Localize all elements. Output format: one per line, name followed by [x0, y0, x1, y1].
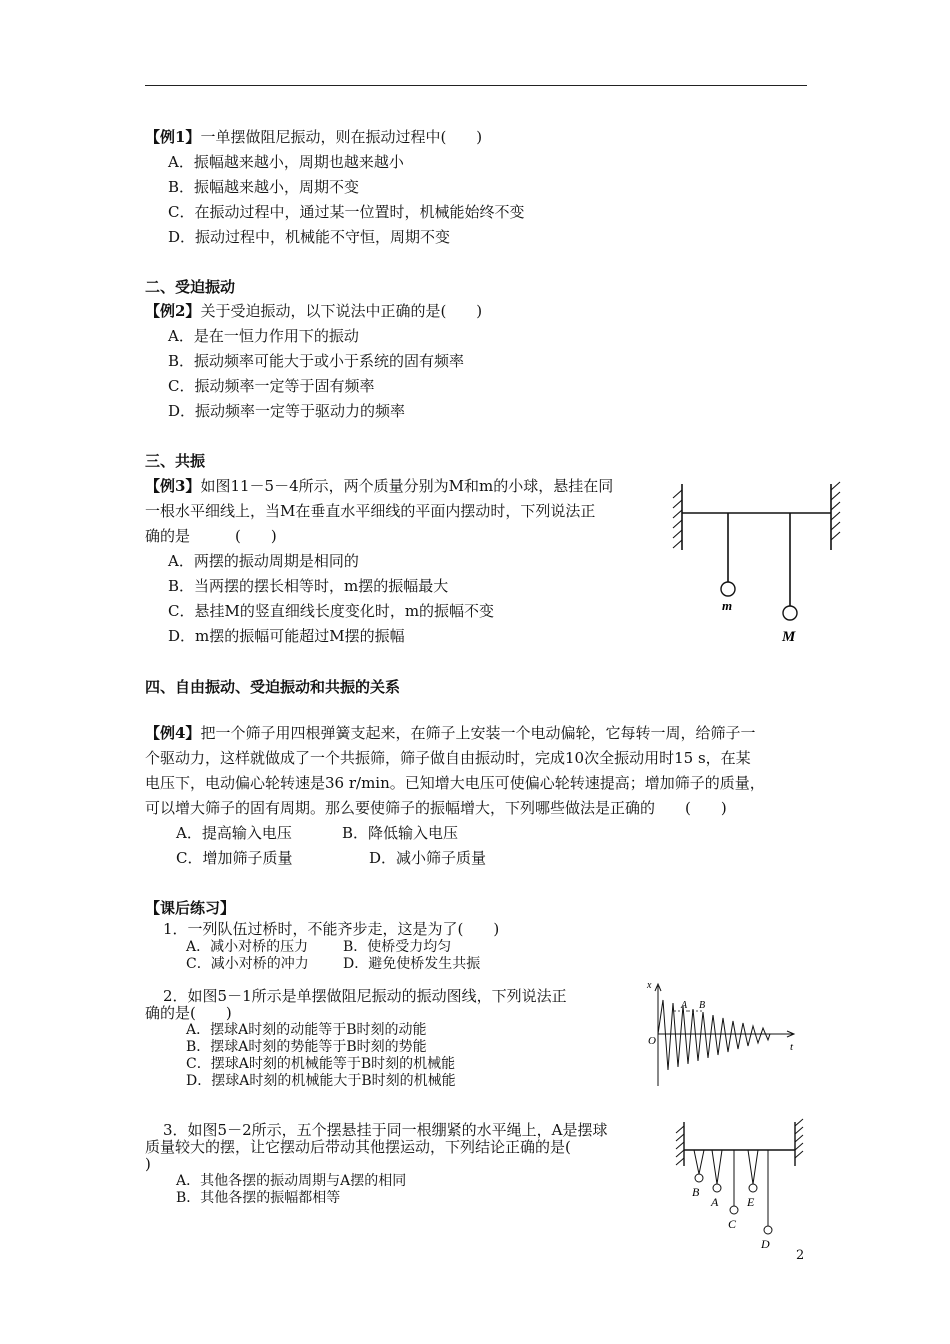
section-forced-vibration-heading: 二、受迫振动 [145, 278, 236, 296]
hw-q1-option-c: C．减小对桥的冲力 [186, 956, 309, 972]
hw-q2-t-axis-label: t [790, 1041, 794, 1053]
hw-q3-label-b: B [692, 1185, 700, 1199]
hw-q3-option-b: B．其他各摆的振幅都相等 [176, 1190, 341, 1206]
ex2-stem: 关于受迫振动，以下说法中正确的是( ) [200, 302, 483, 320]
ex4-option-a: A．提高输入电压 [176, 824, 292, 842]
hw-q2-x-axis-label: x [647, 980, 652, 991]
hw-q2-stem-line-1: 2．如图5－1所示是单摆做阻尼振动的振动图线，下列说法正 [163, 987, 567, 1005]
hw-q2-stem-line-2: 确的是( ) [145, 1004, 232, 1022]
ex4-stem-1: 把一个筛子用四根弹簧支起来，在筛子上安装一个电动偏轮，它每转一周，给筛子一 [200, 724, 756, 742]
ex4-option-b: B．降低输入电压 [342, 824, 459, 842]
hw-q1-option-d: D．避免使桥发生共振 [343, 956, 481, 972]
ex4-option-c: C．增加筛子质量 [176, 849, 293, 867]
ex2-option-d: D．振动频率一定等于驱动力的频率 [168, 402, 406, 420]
hw-q1-option-b: B．使桥受力均匀 [343, 939, 452, 955]
page-number: 2 [796, 1248, 805, 1263]
hw-q2-option-c: C．摆球A时刻的机械能等于B时刻的机械能 [186, 1056, 456, 1072]
hw-q2-option-d: D．摆球A时刻的机械能大于B时刻的机械能 [186, 1073, 456, 1089]
hw-q3-label-d: D [761, 1237, 770, 1251]
hw-q2-option-a: A．摆球A时刻的动能等于B时刻的动能 [186, 1022, 427, 1038]
ex2-option-a: A．是在一恒力作用下的振动 [168, 327, 359, 345]
ex1-stem: 一单摆做阻尼振动，则在振动过程中( ) [200, 128, 483, 146]
hw-q2-damped-oscillation-figure [644, 978, 804, 1090]
hw-q3-label-c: C [728, 1217, 737, 1231]
ex4-stem-line-2: 个驱动力，这样就做成了一个共振筛，筛子做自由振动时，完成10次全振动用时15 s，在某 [145, 749, 751, 767]
hw-q2-option-b: B．摆球A时刻的势能等于B时刻的势能 [186, 1039, 427, 1055]
ex3-stem-line-3: 确的是 ( ) [145, 527, 277, 545]
ex1-option-a: A．振幅越来越小，周期也越来越小 [168, 153, 404, 171]
homework-heading: 【课后练习】 [145, 899, 236, 917]
hw-q3-option-a: A．其他各摆的振动周期与A摆的相同 [176, 1173, 407, 1189]
hw-q3-stem-line-1: 3．如图5－2所示，五个摆悬挂于同一根绷紧的水平绳上，A是摆球 [163, 1121, 608, 1139]
hw-q3-stem-line-3: ) [145, 1155, 151, 1173]
hw-q3-stem-line-2: 质量较大的摆，让它摆动后带动其他摆运动，下列结论正确的是( [145, 1138, 571, 1156]
ex3-option-b: B．当两摆的摆长相等时，m摆的振幅最大 [168, 577, 449, 595]
ex4-tag: 【例4】 [145, 724, 201, 742]
ex1-stem-line [145, 127, 482, 147]
ex1-option-b: B．振幅越来越小，周期不变 [168, 178, 360, 196]
hw-q1-option-a: A．减小对桥的压力 [186, 939, 309, 955]
section-relation-heading: 四、自由振动、受迫振动和共振的关系 [145, 678, 401, 696]
hw-q2-point-a-label: A [681, 1000, 688, 1011]
ex2-stem-line [145, 301, 482, 321]
hw-q3-five-pendulums-figure [664, 1118, 814, 1254]
ex3-tag: 【例3】 [145, 477, 201, 495]
hw-q2-origin-label: O [648, 1035, 656, 1047]
ex3-stem-line-1 [145, 476, 613, 496]
ex4-stem-line-4: 可以增大筛子的固有周期。那么要使筛子的振幅增大，下列哪些做法是正确的 ( ) [145, 799, 727, 817]
ex3-pendulum-figure [668, 478, 848, 650]
ex4-stem-line-3: 电压下，电动偏心轮转速是36 r/min。已知增大电压可使偏心轮转速提高；增加筛子的质量， [145, 774, 765, 792]
ex1-tag: 【例1】 [145, 128, 201, 146]
ex3-label-big-m: M [782, 629, 796, 645]
ex3-option-a: A．两摆的振动周期是相同的 [168, 552, 359, 570]
ex3-stem-1: 如图11－5－4所示，两个质量分别为M和m的小球，悬挂在同 [200, 477, 614, 495]
hw-q3-label-e: E [747, 1195, 755, 1209]
hw-q3-label-a: A [711, 1195, 719, 1209]
ex4-stem-line-1 [145, 723, 755, 743]
ex3-option-d: D．m摆的振幅可能超过M摆的振幅 [168, 627, 405, 645]
ex3-option-c: C．悬挂M的竖直细线长度变化时，m的振幅不变 [168, 602, 495, 620]
section-resonance-heading: 三、共振 [145, 452, 206, 470]
ex2-tag: 【例2】 [145, 302, 201, 320]
ex2-option-c: C．振动频率一定等于固有频率 [168, 377, 375, 395]
ex1-option-c: C．在振动过程中，通过某一位置时，机械能始终不变 [168, 203, 525, 221]
header-rule [145, 85, 807, 86]
ex3-label-small-m: m [722, 598, 733, 613]
hw-q1-stem: 1．一列队伍过桥时，不能齐步走，这是为了( ) [163, 920, 500, 938]
ex1-option-d: D．振动过程中，机械能不守恒，周期不变 [168, 228, 451, 246]
hw-q2-point-b-label: B [699, 1000, 706, 1011]
ex2-option-b: B．振动频率可能大于或小于系统的固有频率 [168, 352, 465, 370]
ex3-stem-line-2: 一根水平细线上，当M在垂直水平细线的平面内摆动时，下列说法正 [145, 502, 596, 520]
ex4-option-d: D．减小筛子质量 [369, 849, 487, 867]
